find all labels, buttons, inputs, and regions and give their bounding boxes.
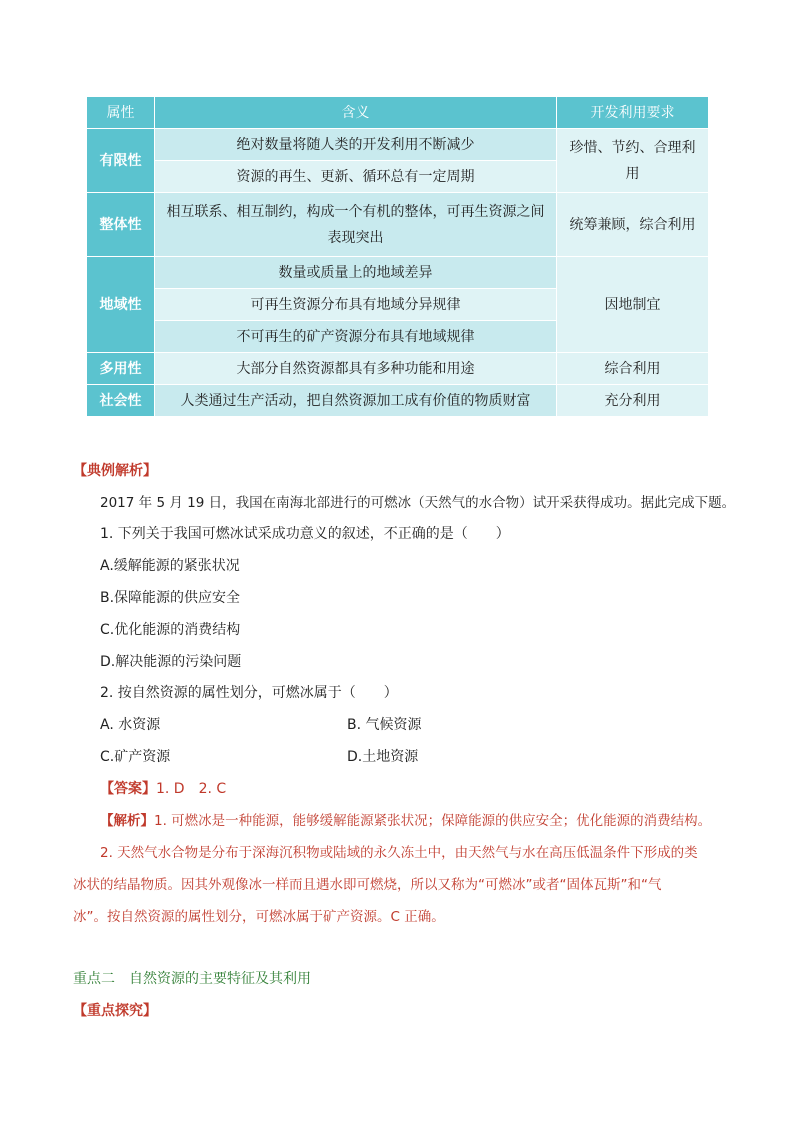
question-1-option-a: A.缓解能源的紧张状况	[100, 558, 240, 574]
meaning-cell: 数量或质量上的地域差异	[155, 257, 557, 289]
requirement-cell: 统筹兼顾，综合利用	[557, 193, 709, 257]
question-2-option-b: B. 气候资源	[347, 717, 422, 733]
question-1-option-c: C.优化能源的消费结构	[100, 622, 241, 638]
analysis-tag: 【解析】	[100, 813, 154, 829]
question-1-option-b: B.保障能源的供应安全	[100, 590, 241, 606]
section-subheading: 【重点探究】	[73, 1003, 157, 1019]
section-title: 重点二 自然资源的主要特征及其利用	[73, 971, 311, 987]
header-property: 属性	[87, 97, 155, 129]
question-2-option-d: D.土地资源	[347, 749, 419, 765]
meaning-cell: 不可再生的矿产资源分布具有地域规律	[155, 321, 557, 353]
analysis-2-text-a: 天然气水合物是分布于深海沉积物或陆域的永久冻土中，由天然气与水在高压低温条件下形成的类	[112, 845, 698, 861]
requirement-cell: 综合利用	[557, 353, 709, 385]
property-cell: 有限性	[87, 129, 155, 193]
property-cell: 社会性	[87, 385, 155, 417]
requirement-cell: 珍惜、节约、合理利用	[557, 129, 709, 193]
question-1-option-d: D.解决能源的污染问题	[100, 654, 242, 670]
analysis-line-1	[100, 809, 711, 829]
analysis-line-4: 冰”。按自然资源的属性划分，可燃冰属于矿产资源。C 正确。	[73, 909, 445, 925]
table-row	[87, 193, 709, 257]
property-cell: 地域性	[87, 257, 155, 353]
question-2-stem: 2. 按自然资源的属性划分，可燃冰属于（ ）	[100, 685, 398, 701]
requirement-cell: 充分利用	[557, 385, 709, 417]
table-row	[87, 129, 709, 161]
analysis-line-3: 冰状的结晶物质。因其外观像冰一样而且遇水即可燃烧，所以又称为“可燃冰”或者“固体瓦斯”和“气	[73, 877, 662, 893]
analysis-text-1: 1. 可燃冰是一种能源，能够缓解能源紧张状况；保障能源的供应安全；优化能源的消费结构。	[154, 813, 712, 829]
table-row	[87, 257, 709, 289]
example-intro: 2017 年 5 月 19 日，我国在南海北部进行的可燃冰（天然气的水合物）试开采获得成功。据此完成下题。	[100, 495, 736, 511]
analysis-line-2	[100, 841, 698, 861]
property-cell: 整体性	[87, 193, 155, 257]
meaning-cell: 人类通过生产活动，把自然资源加工成有价值的物质财富	[155, 385, 557, 417]
resource-properties-table	[86, 96, 709, 417]
meaning-cell: 可再生资源分布具有地域分异规律	[155, 289, 557, 321]
meaning-cell: 资源的再生、更新、循环总有一定周期	[155, 161, 557, 193]
question-1-stem: 1. 下列关于我国可燃冰试采成功意义的叙述，不正确的是（ ）	[100, 526, 510, 542]
table-row	[87, 353, 709, 385]
table-header-row	[87, 97, 709, 129]
meaning-cell: 绝对数量将随人类的开发利用不断减少	[155, 129, 557, 161]
meaning-cell: 大部分自然资源都具有多种功能和用途	[155, 353, 557, 385]
property-cell: 多用性	[87, 353, 155, 385]
answer-line	[100, 778, 226, 798]
header-requirement: 开发利用要求	[557, 97, 709, 129]
answer-text: 1. D 2. C	[156, 781, 227, 797]
question-2-option-c: C.矿产资源	[100, 749, 171, 765]
requirement-cell: 因地制宜	[557, 257, 709, 353]
analysis-2-number: 2.	[100, 845, 113, 861]
answer-tag: 【答案】	[100, 781, 156, 797]
example-heading: 【典例解析】	[73, 463, 157, 479]
header-meaning: 含义	[155, 97, 557, 129]
question-2-option-a: A. 水资源	[100, 717, 161, 733]
table-row	[87, 385, 709, 417]
meaning-cell: 相互联系、相互制约，构成一个有机的整体，可再生资源之间表现突出	[155, 193, 557, 257]
